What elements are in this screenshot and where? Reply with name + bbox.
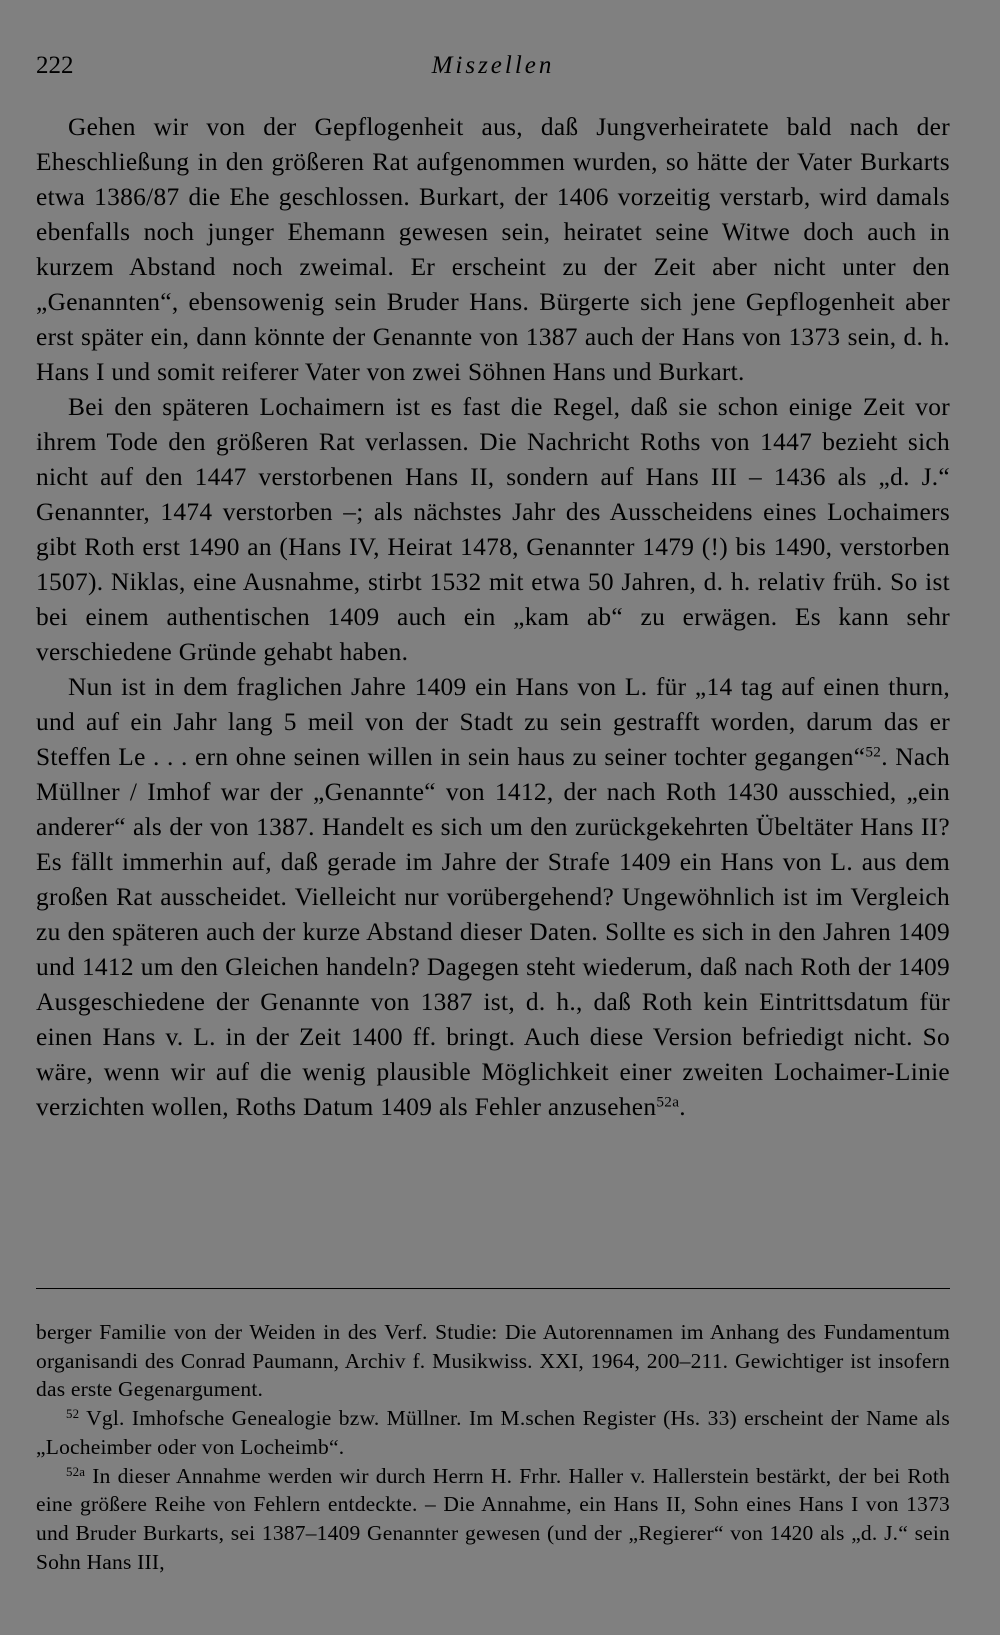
footnote-52a — [36, 1462, 950, 1577]
running-head: Miszellen — [431, 52, 555, 79]
footnote-divider — [36, 1288, 950, 1289]
footnote-text: In dieser Annahme werden wir durch Herrn H. Frhr. Haller v. Hallerstein bestärkt, der bei Roth eine größere Reihe von Fehlern entdeckte. – Die Annahme, ein Hans II, Sohn eines Hans I von 1373 und Bruder Burkarts, sei 1387–1409 Genannter gewesen (und der „Regierer“ von 1420 als „d. J.“ sein Sohn Hans III, — [36, 1463, 950, 1574]
page-number: 222 — [36, 52, 74, 79]
paragraph-2: Bei den späteren Lochaimern ist es fast die Regel, daß sie schon einige Zeit vor ihrem Tode den größeren Rat verlassen. Die Nachricht Roths von 1447 bezieht sich nicht auf den 1447 verstorbenen Hans II, sondern auf Hans III – 1436 als „d. J.“ Genannter, 1474 verstorben –; als nächstes Jahr des Ausscheidens eines Lochaimers gibt Roth erst 1490 an (Hans IV, Heirat 1478, Genannter 1479 (!) bis 1490, verstorben 1507). Niklas, eine Ausnahme, stirbt 1532 mit etwa 50 Jahren, d. h. relativ früh. So ist bei einem authentischen 1409 auch ein „kam ab“ zu erwägen. Es kann sehr verschiedene Gründe gehabt haben. — [36, 393, 950, 666]
paragraph-3-text-end: . — [679, 1093, 686, 1121]
body-text — [36, 110, 950, 1125]
footnote-marker: 52a — [66, 1464, 86, 1479]
paragraph-1: Gehen wir von der Gepflogenheit aus, daß Jungverheiratete bald nach der Eheschließung in den größeren Rat aufgenommen wurden, so hätte der Vater Burkarts etwa 1386/87 die Ehe geschlossen. Burkart, der 1406 vorzeitig verstarb, wird damals ebenfalls noch junger Ehemann gewesen sein, heiratet seine Witwe doch auch in kurzem Abstand noch zweimal. Er erscheint zu der Zeit aber nicht unter den „Genannten“, ebensowenig sein Bruder Hans. Bürgerte sich jene Gepflogenheit aber erst später ein, dann könnte der Genannte von 1387 auch der Hans von 1373 sein, d. h. Hans I und somit reiferer Vater von zwei Söhnen Hans und Burkart. — [36, 113, 950, 386]
footnote-reference-52a: 52a — [656, 1093, 680, 1111]
footnote-continuation: berger Familie von der Weiden in des Verf. Studie: Die Autorennamen im Anhang des Fundamentum organisandi des Conrad Paumann, Archiv f. Musikwiss. XXI, 1964, 200–211. Gewichtiger ist insofern das erste Gegenargument. — [36, 1320, 950, 1402]
footnote-text: Vgl. Imhofsche Genealogie bzw. Müllner. Im M.schen Register (Hs. 33) erscheint der Name als „Locheimber oder von Locheimb“. — [36, 1406, 950, 1459]
footnote-marker: 52 — [66, 1407, 80, 1422]
paragraph-3 — [36, 670, 950, 1125]
footnote-52 — [36, 1404, 950, 1461]
footnote-reference-52: 52 — [865, 743, 882, 761]
paragraph-3-text-after: . Nach Müllner / Imhof war der „Genannte“ von 1412, der nach Roth 1430 ausschied, „ein anderer“ als der von 1387. Handelt es sich um den zurückgekehrten Übeltäter Hans II? Es fällt immerhin auf, daß gerade im Jahre der Strafe 1409 ein Hans von L. aus dem großen Rat ausscheidet. Vielleicht nur vorübergehend? Ungewöhnlich ist im Vergleich zu den späteren auch der kurze Abstand dieser Daten. Sollte es sich in den Jahren 1409 und 1412 um den Gleichen handeln? Dagegen steht wiederum, daß nach Roth der 1409 Ausgeschiedene der Genannte von 1387 ist, d. h., daß Roth kein Eintrittsdatum für einen Hans v. L. in der Zeit 1400 ff. bringt. Auch diese Version befriedigt nicht. So wäre, wenn wir auf die wenig plausible Möglichkeit einer zweiten Lochaimer-Linie verzichten wollen, Roths Datum 1409 als Fehler anzusehen — [36, 743, 950, 1121]
paragraph-3-text-before: Nun ist in dem fraglichen Jahre 1409 ein Hans von L. für „14 tag auf einen thurn, und auf ein Jahr lang 5 meil von der Stadt zu sein gestrafft worden, darum das er Steffen Le . . . ern ohne seinen willen in sein haus zu seiner tochter gegangen“ — [36, 673, 950, 771]
page-header — [36, 52, 950, 92]
footnotes — [36, 1318, 950, 1576]
